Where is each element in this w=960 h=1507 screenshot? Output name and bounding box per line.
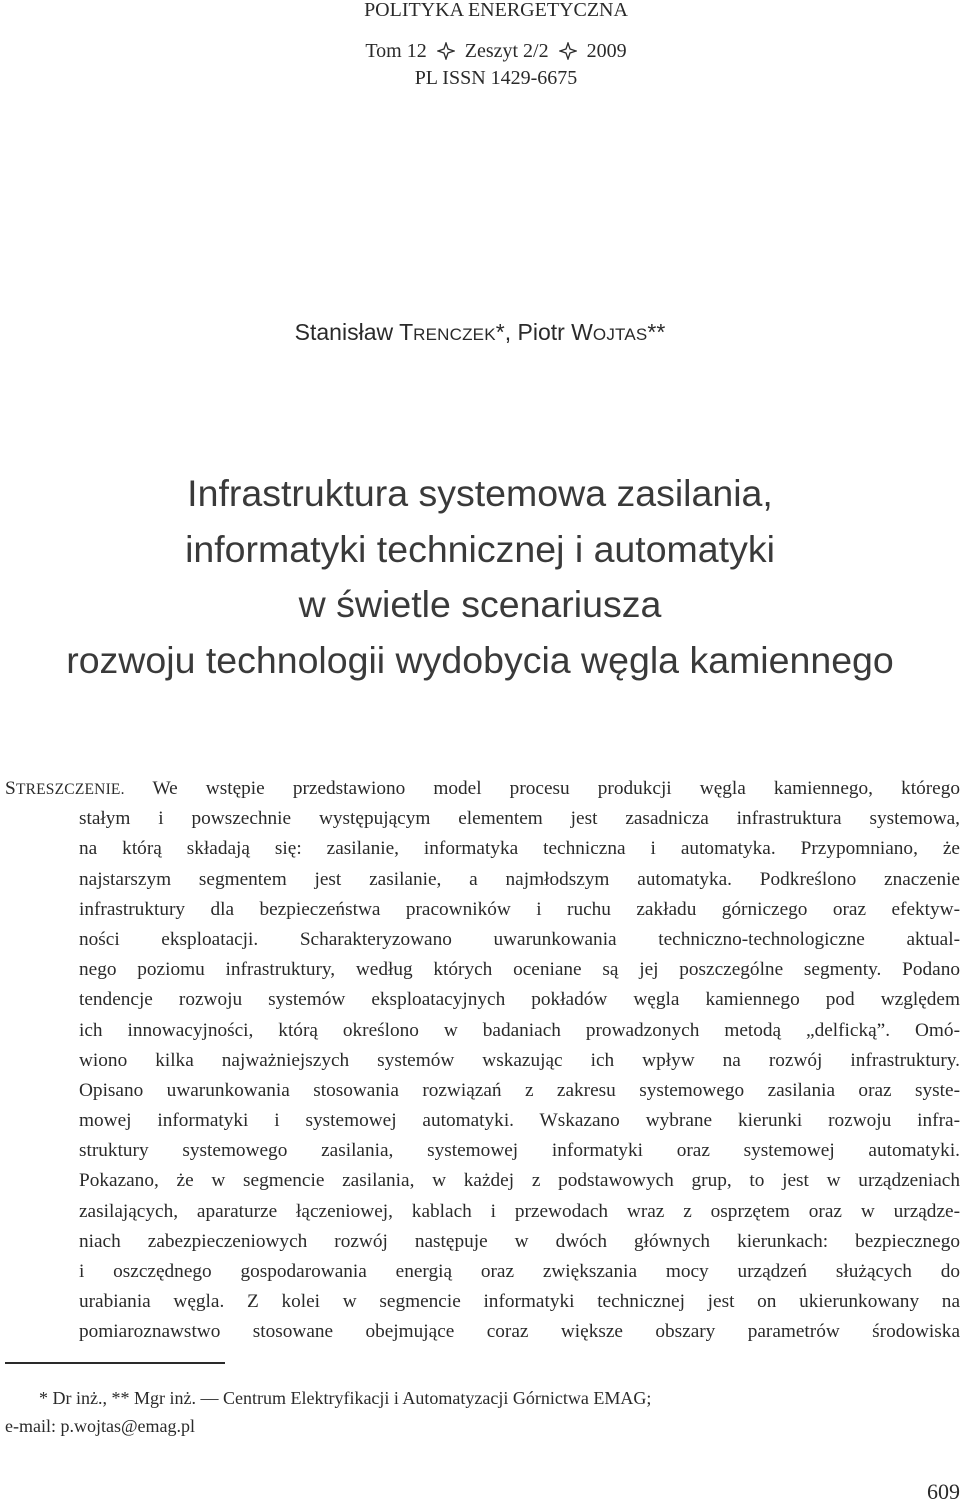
page-number: 609 bbox=[927, 1479, 960, 1504]
abstract-line: zasilających, aparaturze łączeniowej, kablach i przewodach wraz z osprzętem oraz w urządze- bbox=[79, 1200, 960, 1222]
abstract-line: pomiaroznawstwo stosowane obejmujące coraz większe obszary parametrów środowiska bbox=[79, 1321, 960, 1343]
abstract-line: najstarszym segmentem jest zasilanie, a najmłodszym automatyka. Podkreślono znaczenie bbox=[79, 868, 960, 890]
abstract-text: We wstępie przedstawiono model procesu produkcji węgla kamiennego, którego bbox=[152, 778, 960, 799]
journal-issue-line bbox=[0, 34, 960, 68]
abstract-line: stałym i powszechnie występującym elementem jest zasadnicza infrastruktura systemowa, bbox=[79, 808, 960, 830]
footnote-email: e-mail: p.wojtas@emag.pl bbox=[5, 1416, 196, 1436]
footnote-divider bbox=[5, 1362, 225, 1364]
abstract-line: ich innowacyjności, którą określono w badaniach prowadzonych metodą „delficką”. Omó- bbox=[79, 1019, 960, 1041]
author-2-lastname: OJTAS bbox=[592, 325, 648, 344]
author-2-firstname: *, Piotr W bbox=[495, 319, 593, 345]
abstract-line: infrastruktury dla bezpieczeństwa pracowników i ruchu zakładu górniczego oraz efektyw- bbox=[79, 898, 960, 920]
abstract-line: niach zabezpieczeniowych rozwój następuje w dwóch głównych kierunkach: bezpiecznego bbox=[79, 1230, 960, 1252]
author-1-lastname: RENCZEK bbox=[413, 325, 496, 344]
title-line: w świetle scenariusza bbox=[298, 583, 662, 625]
abstract-line: mowej informatyki i systemowej automatyki. Wskazano wybrane kierunki rozwoju infra- bbox=[79, 1110, 960, 1132]
abstract-label-initial: S bbox=[5, 778, 16, 799]
abstract-line: wiono kilka najważniejszych systemów wskazując ich wpływ na rozwój infrastruktury. bbox=[79, 1049, 960, 1071]
abstract-line: Opisano uwarunkowania stosowania rozwiązań z zakresu systemowego zasilania oraz syste- bbox=[79, 1079, 960, 1101]
abstract-line: nego poziomu infrastruktury, według których oceniane są jej poszczególne segmenty. Podano bbox=[79, 959, 960, 981]
journal-issue: Zeszyt 2/2 bbox=[464, 40, 549, 62]
title-line: informatyki technicznej i automatyki bbox=[185, 527, 775, 570]
abstract-line: i oszczędnego gospodarowania energią oraz zwiększania mocy urządzeń służących do bbox=[79, 1261, 960, 1282]
title-line: rozwoju technologii wydobycia węgla kamiennego bbox=[66, 638, 894, 681]
abstract-line: tendencje rozwoju systemów eksploatacyjnych pokładów węgla kamiennego pod względem bbox=[79, 989, 960, 1011]
title-line: Infrastruktura systemowa zasilania, bbox=[187, 472, 773, 514]
abstract-label bbox=[5, 778, 125, 799]
four-point-star-icon bbox=[437, 42, 455, 60]
author-1-firstname: Stanisław T bbox=[294, 319, 414, 345]
abstract-line: ności eksploatacji. Scharakteryzowano uwarunkowania techniczno-technologiczne aktual- bbox=[79, 928, 960, 950]
abstract bbox=[5, 774, 960, 1348]
journal-issn: PL ISSN 1429-6675 bbox=[414, 67, 578, 89]
four-point-star-icon bbox=[559, 42, 577, 60]
journal-year: 2009 bbox=[586, 40, 627, 62]
journal-name: POLITYKA ENERGETYCZNA bbox=[364, 0, 628, 21]
footnote bbox=[5, 1384, 945, 1440]
abstract-line: Pokazano, że w segmencie zasilania, w każdej z podstawowych grup, to jest w urządzeniach bbox=[79, 1170, 960, 1192]
authors-line bbox=[0, 318, 960, 349]
abstract-line: urabiania węgla. Z kolei w segmencie informatyki technicznej jest on ukierunkowany na bbox=[79, 1291, 960, 1313]
journal-volume: Tom 12 bbox=[365, 40, 427, 62]
journal-header bbox=[0, 0, 960, 102]
abstract-line: struktury systemowego zasilania, systemowej informatyki oraz systemowej automatyki. bbox=[79, 1140, 960, 1162]
abstract-line bbox=[5, 774, 960, 804]
footnote-affiliation: * Dr inż., ** Mgr inż. — Centrum Elektryfikacji i Automatyzacji Górnictwa EMAG; bbox=[39, 1388, 652, 1408]
abstract-line: na którą składają się: zasilanie, informatyka techniczna i automatyka. Przypomniano, że bbox=[79, 838, 960, 860]
abstract-label-rest: TRESZCZENIE. bbox=[15, 781, 125, 798]
author-2-mark: ** bbox=[647, 319, 666, 345]
paper-title bbox=[0, 466, 960, 688]
